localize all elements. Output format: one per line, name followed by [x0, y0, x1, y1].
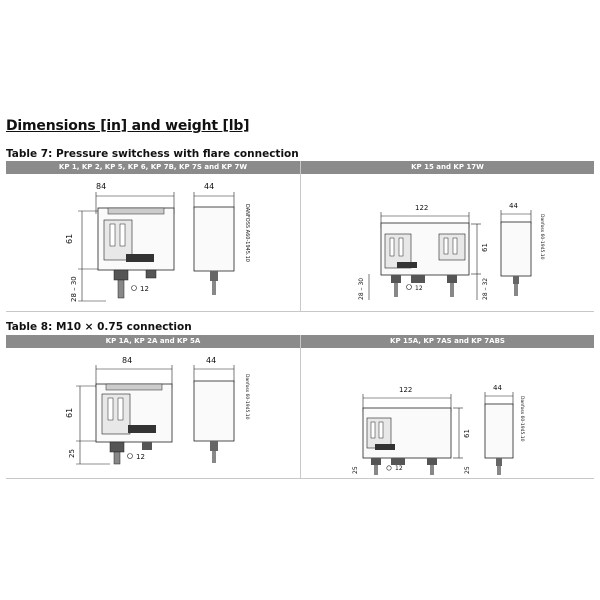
page-title: Dimensions [in] and weight [lb] [6, 118, 250, 134]
dim-width-front: 122 [415, 204, 429, 212]
side-note: DANFOSS A60-1945.10 [244, 204, 250, 262]
dual-switch-side [501, 222, 531, 276]
side-note: Danfoss 60-1945.10 [244, 374, 249, 420]
nut-size: 12 [415, 285, 423, 292]
dim-width-front: 84 [96, 182, 107, 191]
dim-height: 61 [65, 407, 74, 418]
dim-width-front: 84 [122, 356, 133, 365]
table-7-left-header: KP 1, KP 2, KP 5, KP 6, KP 7B, KP 7S and KP 7W [6, 161, 300, 174]
dim-height: 61 [481, 243, 489, 252]
side-note: Danfoss 60-1945.10 [539, 214, 544, 260]
danfoss-logo [126, 254, 154, 262]
dim-lower-right: 25 [464, 466, 471, 474]
table-7 [6, 161, 594, 312]
scale-window [102, 394, 130, 434]
dim-width-side: 44 [204, 182, 215, 191]
kp-dual-drawing [301, 174, 595, 311]
dim-height: 61 [65, 233, 74, 244]
dim-lower: 28 – 30 [70, 276, 78, 302]
kp-single-m10-drawing [6, 348, 300, 478]
kp-dual-m10-drawing [301, 348, 595, 478]
flare-connection [118, 280, 124, 298]
dim-width-front: 122 [399, 386, 413, 394]
nut-size: 12 [395, 465, 403, 472]
side-note: Danfoss 60-1945.10 [519, 396, 524, 442]
table-8-left-header: KP 1A, KP 2A and KP 5A [6, 335, 300, 348]
dim-height: 61 [463, 429, 471, 438]
dim-width-side: 44 [509, 202, 518, 210]
switch-side [194, 207, 234, 271]
table-7-title: Table 7: Pressure switchess with flare connection [6, 148, 299, 160]
table-7-right-header: KP 15 and KP 17W [301, 161, 594, 174]
dim-lower: 25 [68, 449, 76, 458]
dim-width-side: 44 [206, 356, 217, 365]
dim-width-side: 44 [493, 384, 502, 392]
dual-switch-side [485, 404, 513, 458]
dim-lower-right: 28 – 32 [482, 277, 489, 300]
table-8 [6, 335, 594, 479]
nut-size: 12 [136, 453, 145, 461]
m10-connection [114, 452, 120, 464]
dim-lower-left: 25 [352, 466, 359, 474]
dim-lower-left: 28 – 30 [358, 277, 365, 300]
table-8-title: Table 8: M10 × 0.75 connection [6, 321, 192, 333]
switch-side [194, 381, 234, 441]
table-8-right-header: KP 15A, KP 7AS and KP 7ABS [301, 335, 594, 348]
kp-single-drawing [6, 174, 300, 311]
nut-size: 12 [140, 285, 149, 293]
danfoss-logo [128, 425, 156, 433]
